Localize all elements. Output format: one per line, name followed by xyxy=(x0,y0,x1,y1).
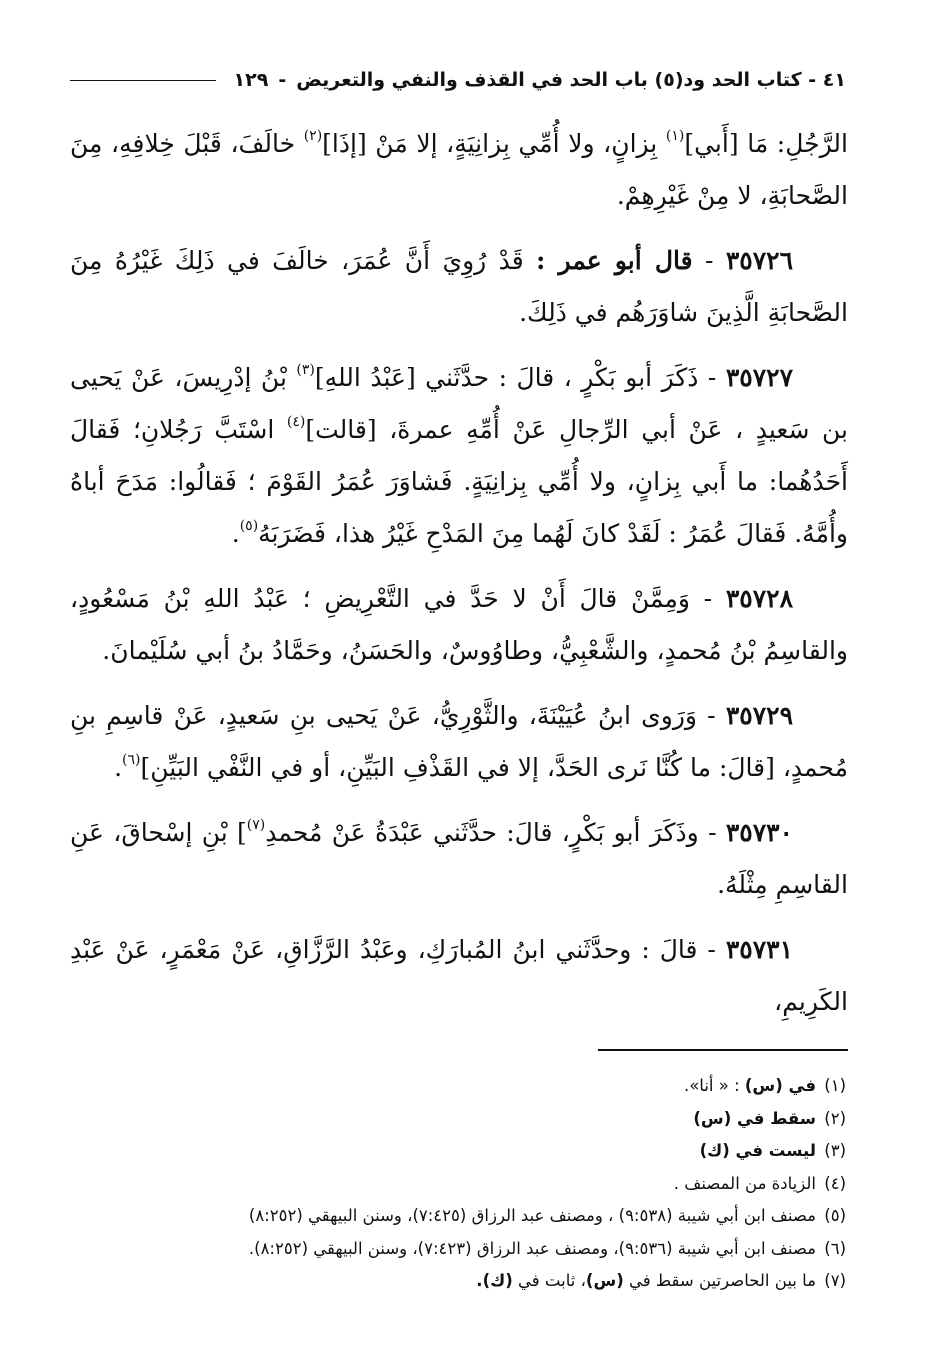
text-run: خالَفَ، قَبْلَ خِلافِهِ، مِنَ الصَّحابَةِ، لا مِنْ غَيْرِهِمْ. xyxy=(70,129,848,210)
footnote-separator xyxy=(598,1049,848,1051)
footnote-2 xyxy=(70,1103,846,1136)
footnote-7 xyxy=(70,1265,846,1298)
running-head-title: ٤١ - كتاب الحد ود(٥) باب الحد في القذف والنفي والتعريض xyxy=(296,69,846,91)
footnote-number: (١) xyxy=(824,1076,846,1095)
footnote-text: في xyxy=(782,1076,816,1095)
text-run: - وذَكَرَ أبو بَكْرٍ، قالَ: حدَّثَني عَبْدَةُ عَنْ مُحمدِ xyxy=(265,818,726,847)
paragraph-2 xyxy=(70,352,848,560)
text-run: قَدْ رُوِيَ أَنَّ عُمَرَ، خالَفَ في ذَلِكَ غَيْرُهُ مِنَ الصَّحابَةِ الَّذِينَ شاوَرَهُم في ذَلِكَ. xyxy=(70,246,848,327)
text-run: اسْتَبَّ رَجُلانِ؛ فَقالَ أَحَدُهُما: ما أَبي بِزانٍ، ولا أُمِّي بِزانِيَةٍ. فَشاوَرَ عُمَرُ القَوْمَ ؛ فَقالُوا: مَدَحَ أباهُ وأُمَّهُ. فَقالَ عُمَرُ : لَقَدْ كانَ لَهُما مِنَ المَدْحِ غَيْرُ هذا، فَضَرَبَهُ xyxy=(70,415,848,548)
entry-number: ٣٥٧٣٠ xyxy=(725,818,793,847)
footnote-text: الزيادة من المصنف . xyxy=(673,1173,816,1193)
footnote-number: (٦) xyxy=(824,1238,846,1258)
footnote-text: (س) xyxy=(744,1076,783,1095)
entry-number: ٣٥٧٢٦ xyxy=(725,246,794,275)
footnote-text: ، ثابت في xyxy=(512,1271,586,1290)
text-run: بْنُ إدْرِيسَ، عَنْ يَحيى بن سَعيدٍ ، عَنْ أبي الرِّجالِ عَنْ أُمِّهِ عمرةَ، [قالت] xyxy=(70,363,848,444)
text-run: - ذَكَرَ أبو بَكْرٍ ، قالَ : حدَّثَني [عَبْدُ اللهِ] xyxy=(314,363,726,392)
paragraph-3 xyxy=(70,573,848,677)
footnote-ref[interactable]: (٥) xyxy=(239,518,259,534)
footnote-1 xyxy=(70,1070,846,1103)
text-run: الرَّجُلِ: مَا [أَبي] xyxy=(684,129,848,158)
text-run: - وَمِمَّنْ قالَ أَنْ لا حَدَّ في التَّعْرِيضِ ؛ عَبْدُ اللهِ بْنُ مَسْعُودٍ، والقاسِمُ بْنُ مُحمدٍ، والشَّعْبِيُّ، وطاوُوسٌ، والحَسَنُ، وحَمَّادُ بنُ أبي سُلَيْمانَ. xyxy=(70,584,848,665)
entry-number: ٣٥٧٢٧ xyxy=(725,363,793,392)
footnote-6 xyxy=(70,1233,846,1266)
footnote-ref[interactable]: (٣) xyxy=(296,362,315,378)
footnote-text: سقط في (س) xyxy=(693,1108,816,1128)
footnote-text: مصنف ابن أبي شيبة (٩:٥٣٦)، ومصنف عبد الرزاق (٧:٤٢٣)، وسنن البيهقي (٨:٢٥٢). xyxy=(248,1238,816,1258)
entry-number: ٣٥٧٢٨ xyxy=(725,584,793,613)
footnote-text: مصنف ابن أبي شيبة (٩:٥٣٨) ، ومصنف عبد الرزاق (٧:٤٢٥)، وسنن البيهقي (٨:٢٥٢) xyxy=(248,1206,816,1225)
footnote-number: (٢) xyxy=(824,1108,846,1128)
running-head-rule xyxy=(70,80,216,81)
footnote-ref[interactable]: (٦) xyxy=(122,752,141,768)
footnote-3 xyxy=(70,1135,846,1168)
footnote-number: (٣) xyxy=(824,1141,846,1160)
footnote-text: ليست في (ك) xyxy=(699,1141,816,1160)
entry-number: ٣٥٧٣١ xyxy=(725,935,793,964)
paragraph-6 xyxy=(70,924,848,1028)
running-head-separator: - xyxy=(278,69,287,91)
footnote-ref[interactable]: (١) xyxy=(665,128,685,144)
footnote-5 xyxy=(70,1200,846,1233)
footnote-number: (٧) xyxy=(824,1271,846,1290)
entry-number: ٣٥٧٢٩ xyxy=(725,701,793,730)
footnote-ref[interactable]: (٤) xyxy=(286,414,306,430)
speaker-label: قال أبو عمر : xyxy=(536,246,693,275)
footnotes xyxy=(70,1070,846,1298)
text-run: . xyxy=(114,753,123,782)
footnote-text: (س) xyxy=(585,1271,624,1290)
text-run: . xyxy=(231,519,240,548)
footnote-text: (ك). xyxy=(476,1271,513,1290)
footnote-4 xyxy=(70,1168,846,1201)
footnote-ref[interactable]: (٢) xyxy=(303,128,323,144)
paragraph-1 xyxy=(70,235,848,339)
running-head xyxy=(70,60,846,100)
text-run: - وَرَوى ابنُ عُيَيْنَةَ، والثَّوْرِيُّ، عَنْ يَحيى بنِ سَعيدٍ، عَنْ قاسِمِ بنِ مُحمدٍ، [قالَ: ما كُنَّا نَرى الحَدَّ، إلا في القَذْفِ البَيِّنِ، أو في النَّفْي البَيِّنِ] xyxy=(70,701,848,782)
footnote-text: : « أنا». xyxy=(683,1076,745,1095)
paragraph-5 xyxy=(70,807,848,911)
page-number: ١٢٩ xyxy=(233,69,269,91)
text-run: ] بْنِ إسْحاقَ، عَنِ القاسِمِ مِثْلَهُ. xyxy=(70,818,848,899)
main-text xyxy=(70,118,848,1041)
footnote-number: (٤) xyxy=(824,1173,846,1193)
text-run: - xyxy=(692,246,726,275)
paragraph-4 xyxy=(70,690,848,794)
footnote-number: (٥) xyxy=(824,1206,846,1225)
footnote-text: ما بين الحاصرتين سقط في xyxy=(623,1271,816,1290)
text-run: بِزانٍ، ولا أُمِّي بِزانِيَةٍ، إلا مَنْ [إذَا] xyxy=(322,129,666,158)
paragraph-0 xyxy=(70,118,848,222)
text-run: - قالَ : وحدَّثَني ابنُ المُبارَكِ، وعَبْدُ الرَّزَّاقِ، عَنْ مَعْمَرٍ، عَنْ عَبْدِ الكَرِيمِ، xyxy=(70,935,848,1016)
footnote-ref[interactable]: (٧) xyxy=(246,817,266,833)
